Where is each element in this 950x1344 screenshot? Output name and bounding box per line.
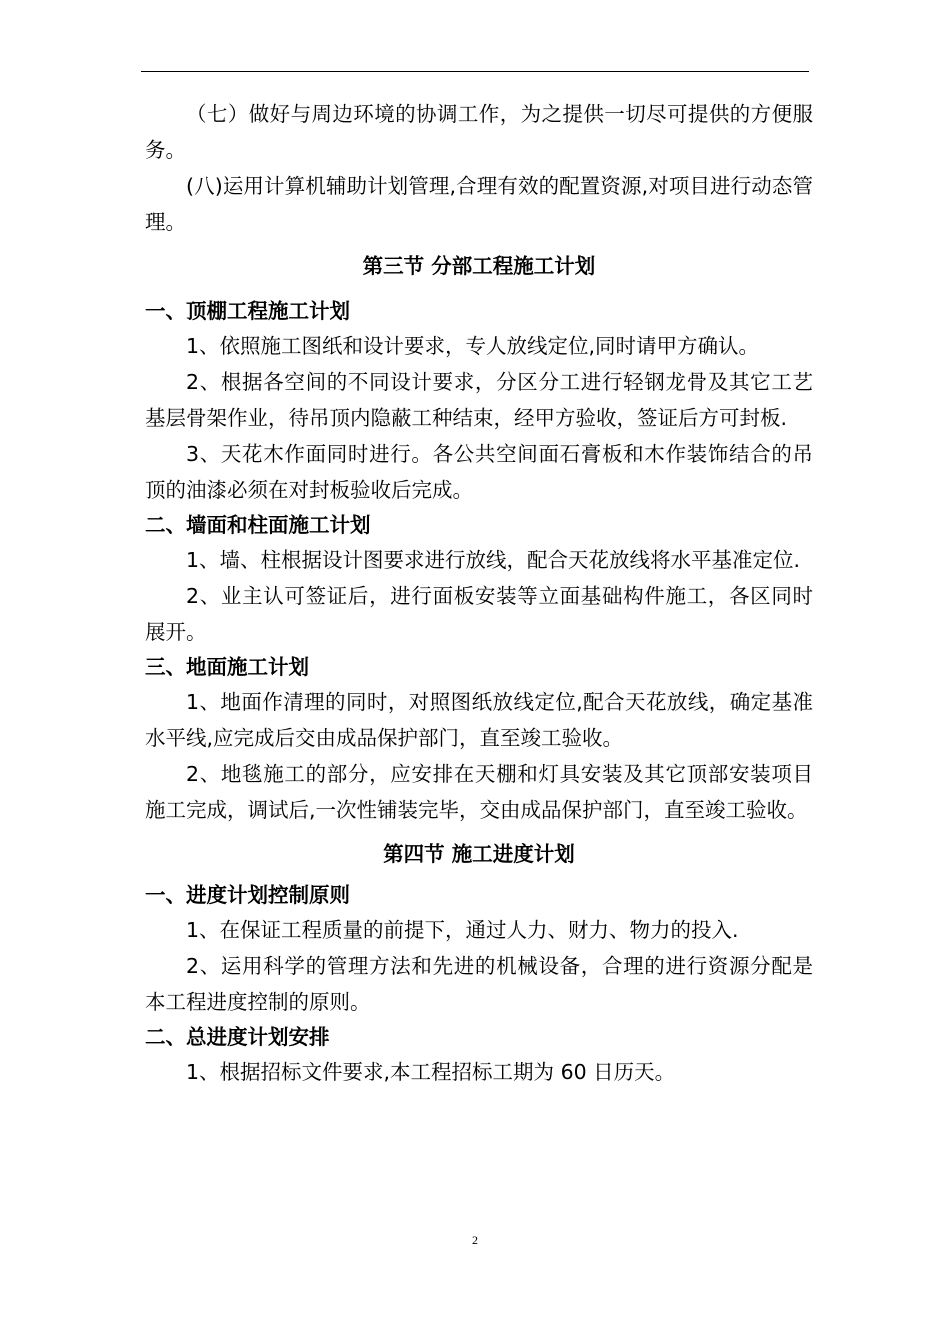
list-item: 2、业主认可签证后，进行面板安装等立面基础构件施工，各区同时展开。 — [145, 584, 813, 644]
subheading-progress-principles: 一、进度计划控制原则 — [145, 883, 350, 907]
subheading-walls: 二、墙面和柱面施工计划 — [145, 513, 371, 537]
subheading-overall-schedule: 二、总进度计划安排 — [145, 1025, 330, 1049]
list-item: 1、根据招标文件要求,本工程招标工期为 60 日历天。 — [186, 1060, 676, 1084]
section-title-4: 第四节 施工进度计划 — [383, 842, 575, 866]
list-item: 2、根据各空间的不同设计要求，分区分工进行轻钢龙骨及其它工艺基层骨架作业，待吊顶内隐蔽工种结束，经甲方验收，签证后方可封板. — [145, 370, 813, 430]
list-item: 2、运用科学的管理方法和先进的机械设备，合理的进行资源分配是本工程进度控制的原则。 — [145, 954, 813, 1014]
list-item: 3、天花木作面同时进行。各公共空间面石膏板和木作装饰结合的吊顶的油漆必须在对封板验收后完成。 — [145, 442, 813, 502]
document-body — [145, 96, 813, 1090]
list-item: 1、墙、柱根据设计图要求进行放线，配合天花放线将水平基准定位. — [186, 548, 801, 572]
paragraph-seven: （七）做好与周边环境的协调工作，为之提供一切尽可提供的方便服务。 — [145, 102, 813, 162]
list-item: 2、地毯施工的部分，应安排在天棚和灯具安装及其它顶部安装项目施工完成，调试后,一次性铺装完毕，交由成品保护部门，直至竣工验收。 — [145, 762, 813, 822]
list-item: 1、依照施工图纸和设计要求，专人放线定位,同时请甲方确认。 — [186, 334, 760, 358]
page-number: 2 — [472, 1233, 478, 1247]
list-item: 1、在保证工程质量的前提下，通过人力、财力、物力的投入. — [186, 918, 739, 942]
section-title-3: 第三节 分部工程施工计划 — [362, 254, 596, 278]
subheading-ceiling: 一、顶棚工程施工计划 — [145, 299, 350, 323]
subheading-floor: 三、地面施工计划 — [145, 655, 309, 679]
header-rule — [141, 71, 809, 72]
paragraph-eight: (八)运用计算机辅助计划管理,合理有效的配置资源,对项目进行动态管理。 — [145, 174, 813, 234]
list-item: 1、地面作清理的同时，对照图纸放线定位,配合天花放线，确定基准水平线,应完成后交由成品保护部门，直至竣工验收。 — [145, 690, 813, 750]
